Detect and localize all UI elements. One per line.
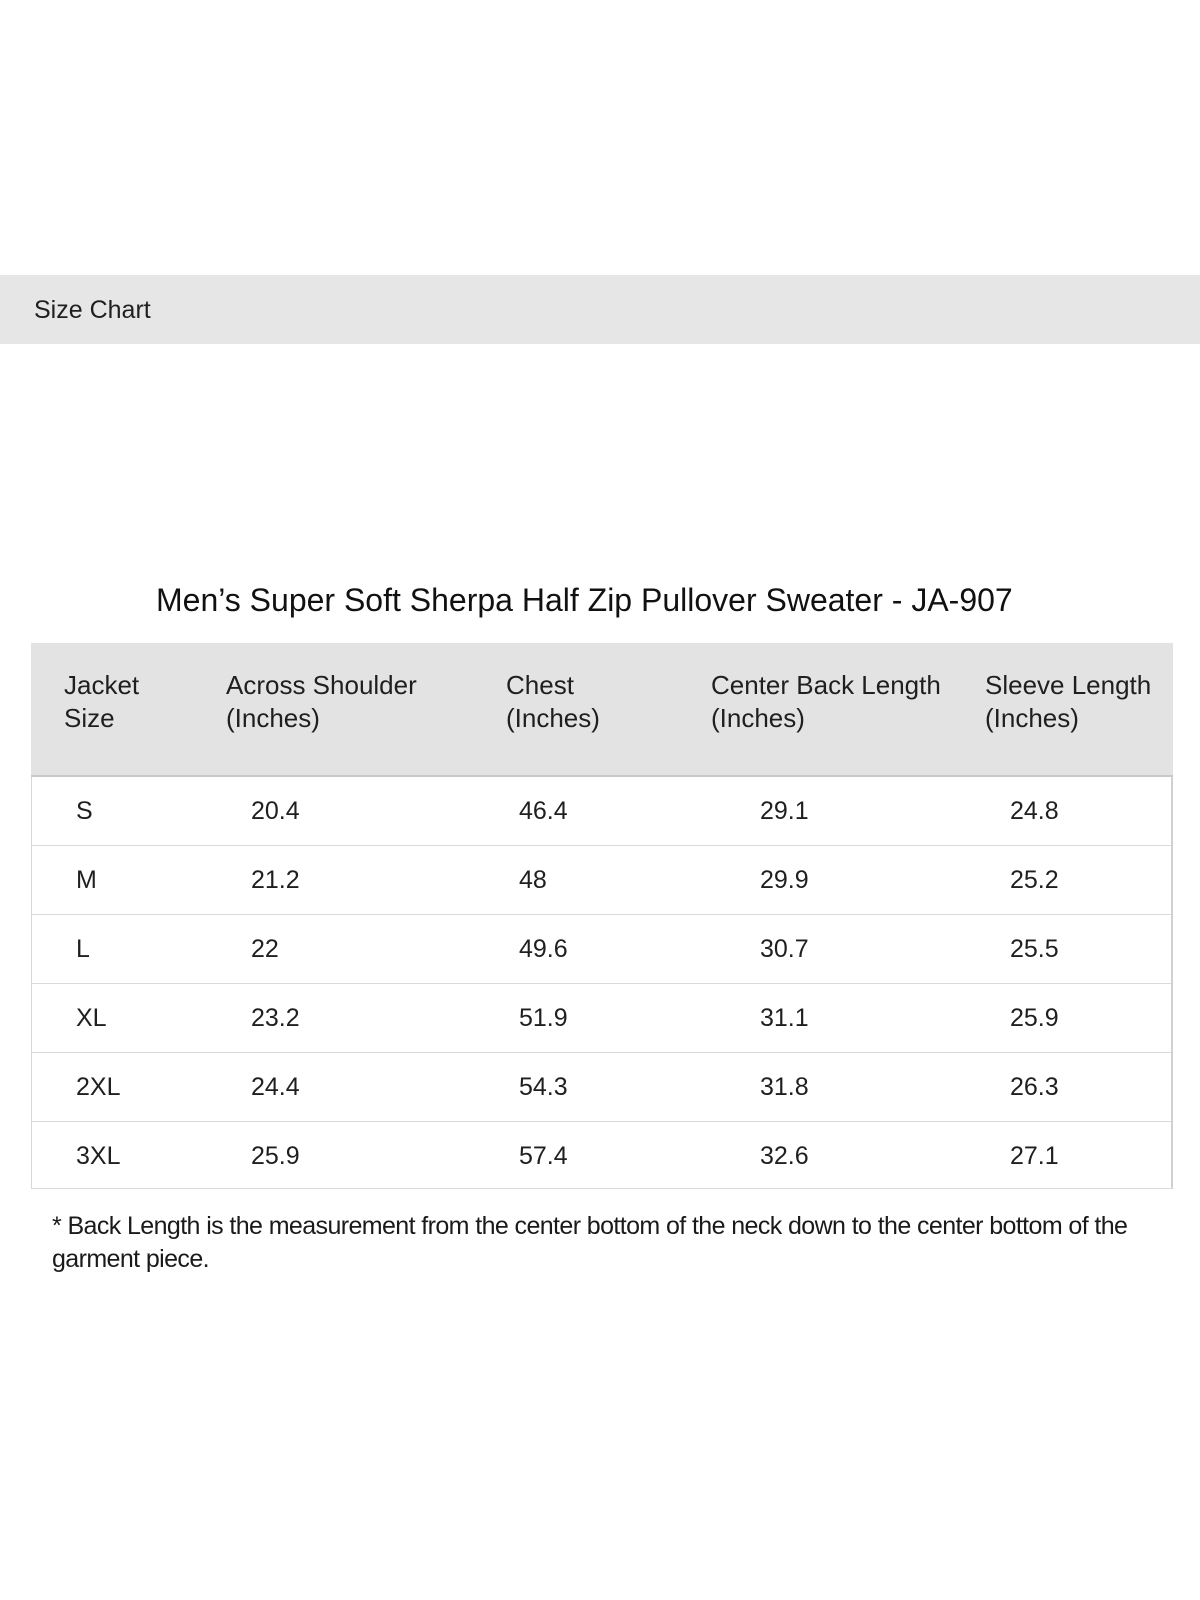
cell-back-length: 29.9 bbox=[760, 866, 809, 894]
header-line: Sleeve Length bbox=[985, 670, 1152, 700]
size-table bbox=[31, 643, 1173, 1189]
table-header bbox=[31, 643, 1173, 777]
header-line: (Inches) bbox=[985, 703, 1079, 733]
header-sleeve-length bbox=[985, 669, 1151, 735]
cell-size: M bbox=[76, 866, 97, 894]
cell-back-length: 29.1 bbox=[760, 797, 809, 825]
banner-label: Size Chart bbox=[34, 296, 151, 324]
table-row bbox=[32, 984, 1171, 1053]
cell-shoulder: 23.2 bbox=[251, 1004, 300, 1032]
header-across-shoulder bbox=[226, 669, 417, 735]
cell-shoulder: 24.4 bbox=[251, 1073, 300, 1101]
cell-sleeve: 25.9 bbox=[1010, 1004, 1059, 1032]
header-line: Chest bbox=[506, 670, 574, 700]
footnote: * Back Length is the measurement from the center bottom of the neck down to the center bottom of the garment piece. bbox=[52, 1212, 1128, 1273]
product-title: Men’s Super Soft Sherpa Half Zip Pullover Sweater - JA-907 bbox=[156, 582, 1013, 618]
header-line: Size bbox=[64, 703, 115, 733]
cell-size: 3XL bbox=[76, 1142, 121, 1170]
cell-back-length: 31.1 bbox=[760, 1004, 809, 1032]
cell-sleeve: 26.3 bbox=[1010, 1073, 1059, 1101]
cell-chest: 54.3 bbox=[519, 1073, 568, 1101]
header-line: (Inches) bbox=[226, 703, 320, 733]
table-row bbox=[32, 777, 1171, 846]
cell-back-length: 31.8 bbox=[760, 1073, 809, 1101]
cell-shoulder: 25.9 bbox=[251, 1142, 300, 1170]
cell-size: 2XL bbox=[76, 1073, 121, 1101]
cell-chest: 49.6 bbox=[519, 935, 568, 963]
cell-size: L bbox=[76, 935, 90, 963]
table-row bbox=[32, 1053, 1171, 1122]
header-line: (Inches) bbox=[711, 703, 805, 733]
cell-shoulder: 21.2 bbox=[251, 866, 300, 894]
header-line: Center Back Length bbox=[711, 670, 941, 700]
cell-chest: 57.4 bbox=[519, 1142, 568, 1170]
header-chest bbox=[506, 669, 600, 735]
cell-size: S bbox=[76, 797, 93, 825]
cell-sleeve: 25.2 bbox=[1010, 866, 1059, 894]
cell-size: XL bbox=[76, 1004, 107, 1032]
cell-sleeve: 24.8 bbox=[1010, 797, 1059, 825]
header-jacket-size bbox=[64, 669, 139, 735]
header-line: (Inches) bbox=[506, 703, 600, 733]
cell-chest: 46.4 bbox=[519, 797, 568, 825]
cell-sleeve: 27.1 bbox=[1010, 1142, 1059, 1170]
cell-back-length: 32.6 bbox=[760, 1142, 809, 1170]
cell-back-length: 30.7 bbox=[760, 935, 809, 963]
cell-shoulder: 20.4 bbox=[251, 797, 300, 825]
header-line: Jacket bbox=[64, 670, 140, 700]
cell-sleeve: 25.5 bbox=[1010, 935, 1059, 963]
table-row bbox=[32, 1122, 1171, 1191]
header-center-back-length bbox=[711, 669, 941, 735]
cell-chest: 48 bbox=[519, 866, 547, 894]
table-body bbox=[31, 777, 1173, 1189]
cell-chest: 51.9 bbox=[519, 1004, 568, 1032]
cell-shoulder: 22 bbox=[251, 935, 279, 963]
table-row bbox=[32, 846, 1171, 915]
size-chart-banner bbox=[0, 275, 1200, 344]
table-row bbox=[32, 915, 1171, 984]
header-line: Across Shoulder bbox=[226, 670, 417, 700]
